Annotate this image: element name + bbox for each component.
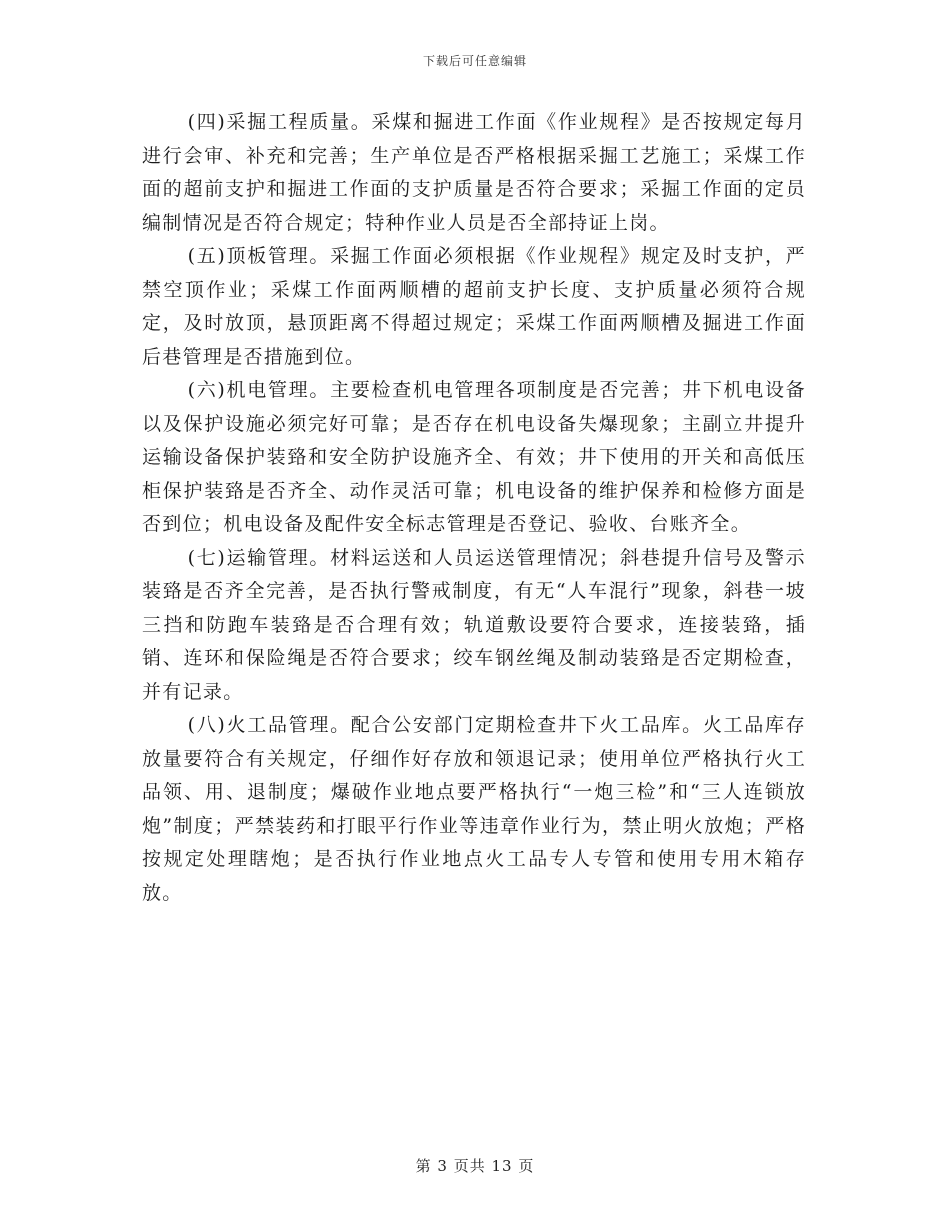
paragraph-mining-quality: (四)采掘工程质量。采煤和掘进工作面《作业规程》是否按规定每月进行会审、补充和完善；生产单位是否严格根据采掘工艺施工；采煤工作面的超前支护和掘进工作面的支护质量是否符合要求；采掘工作面的定员编制情况是否符合规定；特种作业人员是否全部持证上岗。 <box>142 111 806 234</box>
paragraph-explosives-management: (八)火工品管理。配合公安部门定期检查井下火工品库。火工品库存放量要符合有关规定，仔细作好存放和领退记录；使用单位严格执行火工品领、用、退制度；爆破作业地点要严格执行“一炮三检”和“三人连锁放炮”制度；严禁装药和打眼平行作业等违章作业行为，禁止明火放炮；严格按规定处理瞎炮；是否执行作业地点火工品专人专管和使用专用木箱存放。 <box>142 714 806 904</box>
document-body <box>142 106 806 910</box>
paragraph-transport-management: (七)运输管理。材料运送和人员运送管理情况；斜巷提升信号及警示装臵是否齐全完善，是否执行警戒制度，有无“人车混行”现象，斜巷一坡三挡和防跑车装臵是否合理有效；轨道敷设要符合要求，连接装臵，插销、连环和保险绳是否符合要求；绞车钢丝绳及制动装臵是否定期检查，并有记录。 <box>142 546 806 703</box>
page-header: 下载后可任意编辑 <box>422 54 527 68</box>
paragraph-roof-management: (五)顶板管理。采掘工作面必须根据《作业规程》规定及时支护，严禁空顶作业；采煤工作面两顺槽的超前支护长度、支护质量必须符合规定，及时放顶，悬顶距离不得超过规定；采煤工作面两顺槽及掘进工作面后巷管理是否措施到位。 <box>142 245 806 368</box>
paragraph-electromechanical-management: (六)机电管理。主要检查机电管理各项制度是否完善；井下机电设备以及保护设施必须完好可靠；是否存在机电设备失爆现象；主副立井提升运输设备保护装臵和安全防护设施齐全、有效；井下使用的开关和高低压柜保护装臵是否齐全、动作灵活可靠；机电设备的维护保养和检修方面是否到位；机电设备及配件安全标志管理是否登记、验收、台账齐全。 <box>142 379 806 535</box>
page-number-footer: 第 3 页共 13 页 <box>415 1157 535 1175</box>
